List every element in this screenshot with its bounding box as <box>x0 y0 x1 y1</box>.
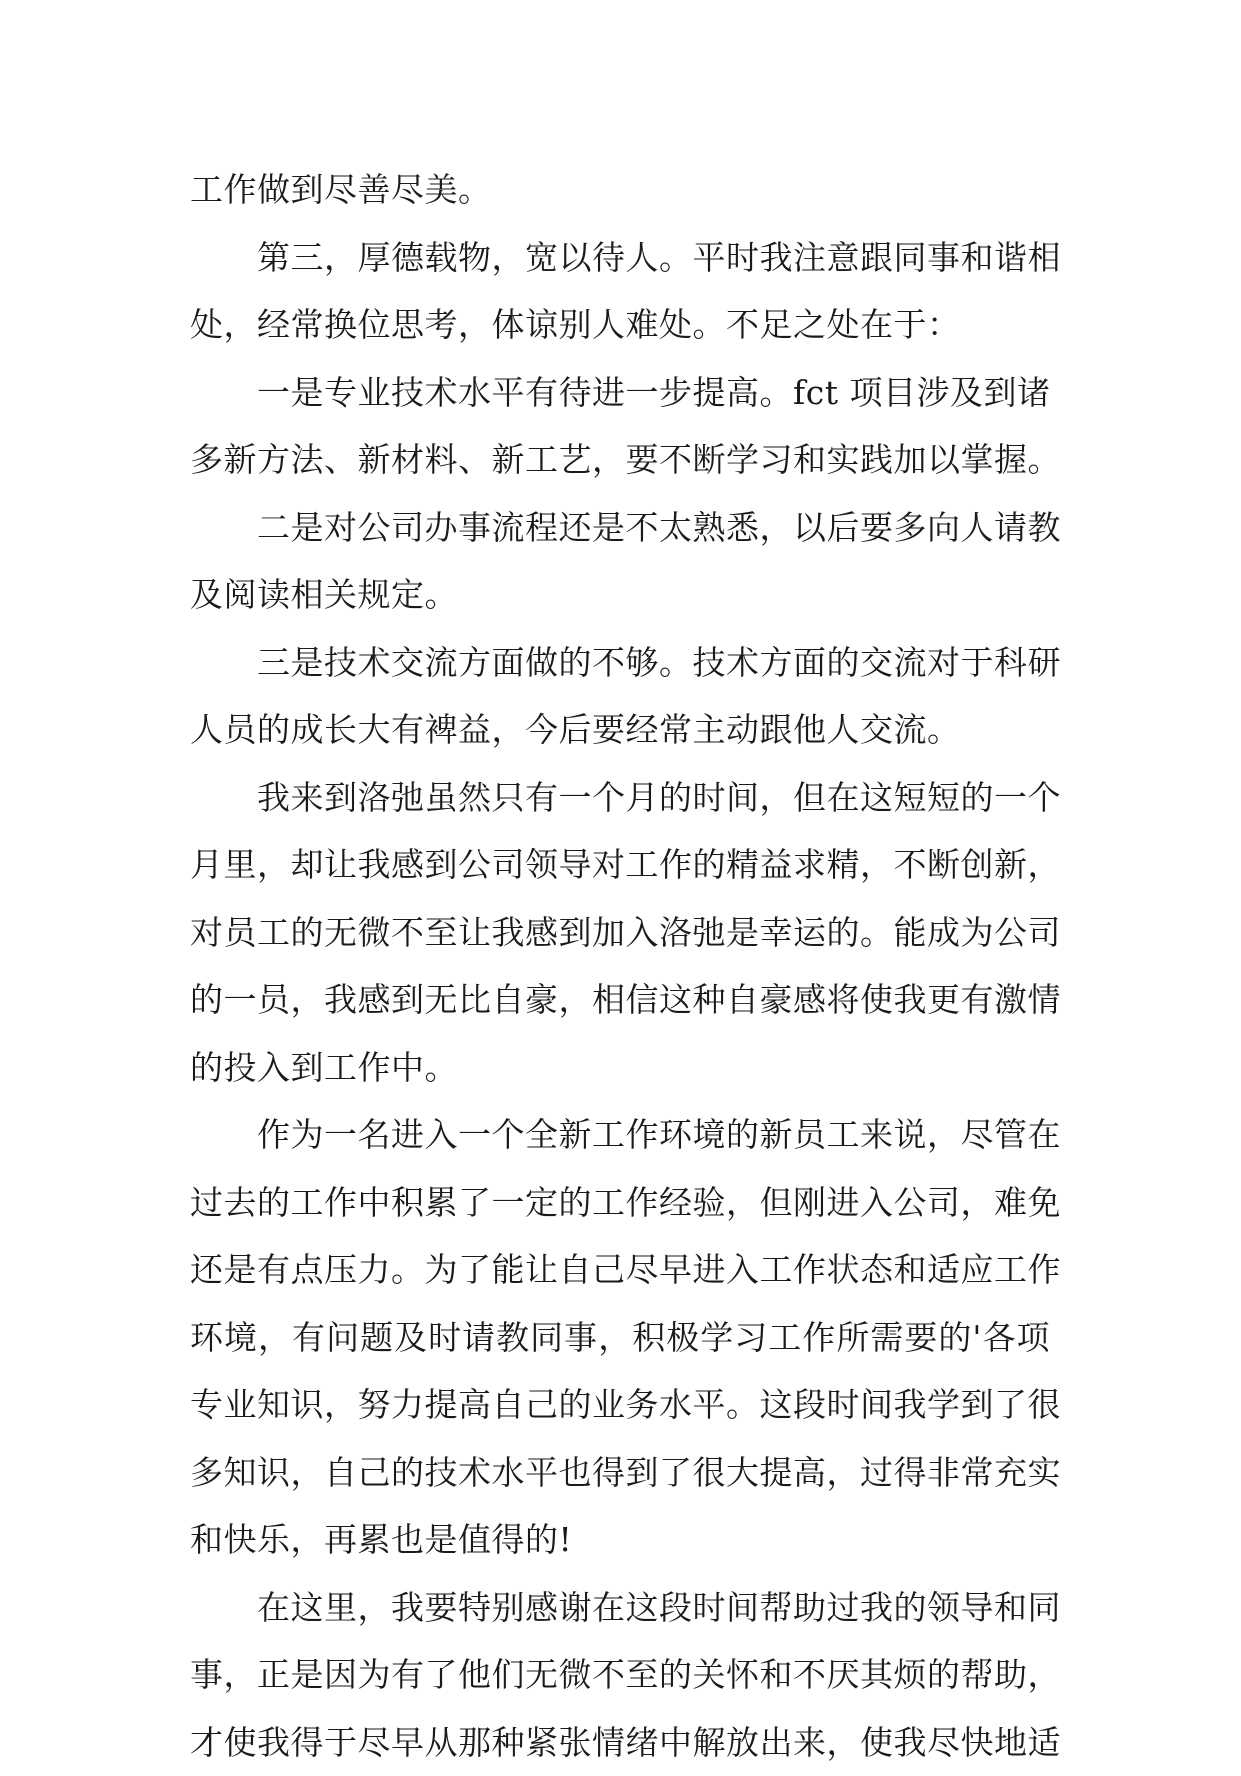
text-line: 月里，却让我感到公司领导对工作的精益求精，不断创新， <box>190 831 1050 899</box>
text-line: 第三，厚德载物，宽以待人。平时我注意跟同事和谐相 <box>190 224 1050 292</box>
text-line: 一是专业技术水平有待进一步提高。fct 项目涉及到诸 <box>190 359 1050 427</box>
text-line: 人员的成长大有裨益，今后要经常主动跟他人交流。 <box>190 696 1050 764</box>
text-line: 还是有点压力。为了能让自己尽早进入工作状态和适应工作 <box>190 1236 1050 1304</box>
text-line: 及阅读相关规定。 <box>190 561 1050 629</box>
text-line: 工作做到尽善尽美。 <box>190 156 1050 224</box>
text-line: 的一员，我感到无比自豪，相信这种自豪感将使我更有激情 <box>190 966 1050 1034</box>
text-line: 多新方法、新材料、新工艺，要不断学习和实践加以掌握。 <box>190 426 1050 494</box>
text-line: 二是对公司办事流程还是不太熟悉，以后要多向人请教 <box>190 494 1050 562</box>
body-text <box>190 156 1050 1776</box>
text-line: 的投入到工作中。 <box>190 1034 1050 1102</box>
text-line: 过去的工作中积累了一定的工作经验，但刚进入公司，难免 <box>190 1169 1050 1237</box>
text-line: 我来到洛弛虽然只有一个月的时间，但在这短短的一个 <box>190 764 1050 832</box>
text-line: 才使我得于尽早从那种紧张情绪中解放出来，使我尽快地适 <box>190 1709 1050 1776</box>
text-line: 环境，有问题及时请教同事，积极学习工作所需要的'各项 <box>190 1304 1050 1372</box>
text-line: 多知识，自己的技术水平也得到了很大提高，过得非常充实 <box>190 1439 1050 1507</box>
text-line: 对员工的无微不至让我感到加入洛弛是幸运的。能成为公司 <box>190 899 1050 967</box>
text-line: 作为一名进入一个全新工作环境的新员工来说，尽管在 <box>190 1101 1050 1169</box>
text-line: 事，正是因为有了他们无微不至的关怀和不厌其烦的帮助， <box>190 1641 1050 1709</box>
text-line: 在这里，我要特别感谢在这段时间帮助过我的领导和同 <box>190 1574 1050 1642</box>
text-line: 专业知识，努力提高自己的业务水平。这段时间我学到了很 <box>190 1371 1050 1439</box>
text-line: 处，经常换位思考，体谅别人难处。不足之处在于： <box>190 291 1050 359</box>
text-line: 三是技术交流方面做的不够。技术方面的交流对于科研 <box>190 629 1050 697</box>
text-line: 和快乐，再累也是值得的! <box>190 1506 1050 1574</box>
